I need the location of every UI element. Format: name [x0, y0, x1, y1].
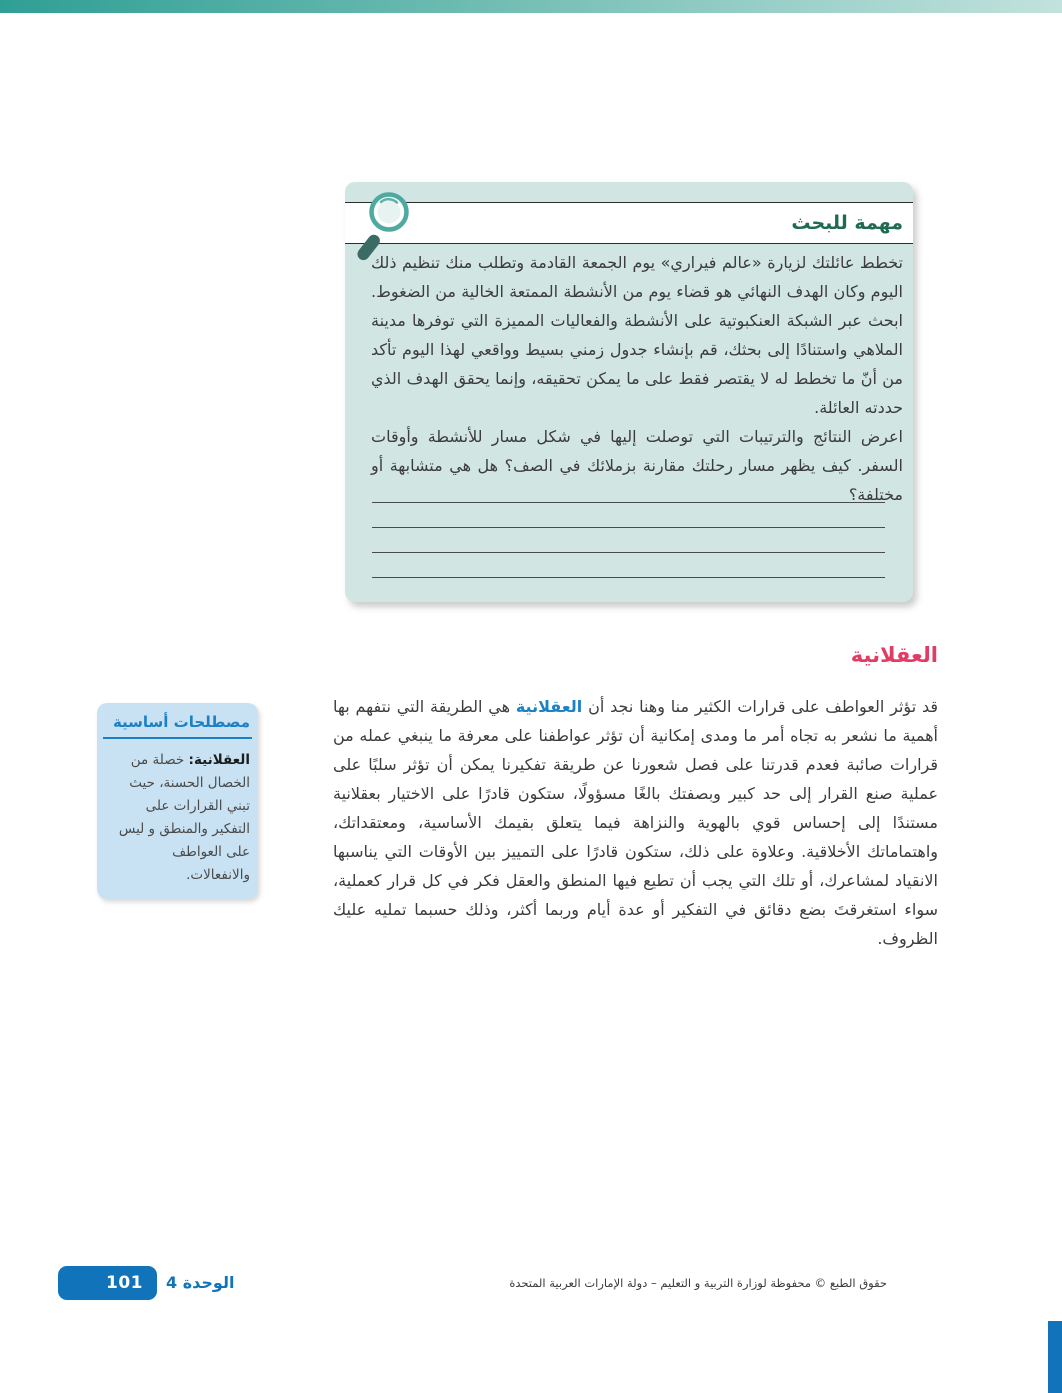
rationality-paragraph	[333, 692, 938, 953]
copyright-notice: حقوق الطبع © محفوظة لوزارة التربية و التعليم – دولة الإمارات العربية المتحدة	[509, 1276, 887, 1290]
key-terms-box	[97, 703, 258, 899]
magnifier-search-icon	[353, 187, 415, 265]
research-task-box	[345, 182, 913, 602]
answer-line	[372, 552, 885, 553]
rationality-paragraph-before: قد تؤثر العواطف على قرارات الكثير منا وهنا نجد أن	[582, 697, 939, 716]
key-terms-term: العقلانية:	[188, 752, 250, 768]
answer-line	[372, 502, 885, 503]
key-terms-definition	[97, 739, 258, 887]
page-number-badge	[58, 1266, 157, 1300]
research-task-paragraph-2: اعرض النتائج والترتيبات التي توصلت إليها في شكل مسار للأنشطة وأوقات السفر. كيف يظهر مسار رحلتك مقارنة بزملائك في الصف؟ هل هي متشابهة أو مختلفة؟	[371, 427, 903, 504]
research-task-title: مهمة للبحث	[791, 212, 903, 234]
key-terms-definition-text: خصلة من الخصال الحسنة، حيث تبني القرارات على التفكير والمنطق و ليس على العواطف والانفعالات.	[118, 752, 250, 883]
answer-lines	[372, 502, 885, 602]
research-task-paragraph-1: تخطط عائلتك لزيارة «عالم فيراري» يوم الجمعة القادمة وتطلب منك تنظيم ذلك اليوم وكان الهدف النهائي هو قضاء يوم من الأنشطة الممتعة الخالية من الضغوط. ابحث عبر الشبكة العنكبوتية على الأنشطة والفعاليات المميزة التي توفرها مدينة الملاهي واستنادًا إلى بحثك، قم بإنشاء جدول زمني بسيط وواقعي لهذا اليوم تأكد من أنّ ما تخطط له لا يقتصر فقط على ما يمكن تحقيقه، وإنما يحقق الهدف الذي حددته العائلة.	[371, 253, 903, 417]
key-terms-title: مصطلحات أساسية	[112, 713, 250, 731]
unit-label: الوحدة 4	[166, 1273, 235, 1292]
corner-decorative-bar	[1048, 1321, 1062, 1393]
rationality-keyword: العقلانية	[515, 697, 583, 716]
rationality-paragraph-after: هي الطريقة التي نتفهم بها أهمية ما نشعر به تجاه أمر ما ومدى إمكانية أن تؤثر عواطفنا على معرفة ما ينبغي عمله من قرارات صائبة فعدم قدرتنا على فصل شعورنا عن طريقة تفكيرنا يمكن أن تؤثر سلبًا على عملية صنع القرار إلى حد كبير وبصفتك بالغًا مسؤولًا، ستكون قادرًا على الاختيار بعقلانية مستندًا إلى إحساس قوي بالهوية والنزاهة فيما يتعلق بقيمك الأساسية، ومعتقداتك، واهتماماتك الأخلاقية. وعلاوة على ذلك، ستكون قادرًا على التمييز بين الأوقات التي يناسبها الانقياد لمشاعرك، أو تلك التي يجب أن تطيع فيها المنطق والعقل فكر في كل قرار كعملية، سواء استغرقتَ بضع دقائق في التفكير أو عدة أيام وربما أكثر، وذلك حسبما تمليه عليك الظروف.	[333, 697, 938, 948]
page-number: 101	[106, 1273, 143, 1293]
answer-line	[372, 577, 885, 578]
answer-line	[372, 527, 885, 528]
research-task-header-band	[345, 202, 913, 244]
top-decorative-bar	[0, 0, 1062, 13]
section-heading-rationality: العقلانية	[850, 643, 938, 667]
